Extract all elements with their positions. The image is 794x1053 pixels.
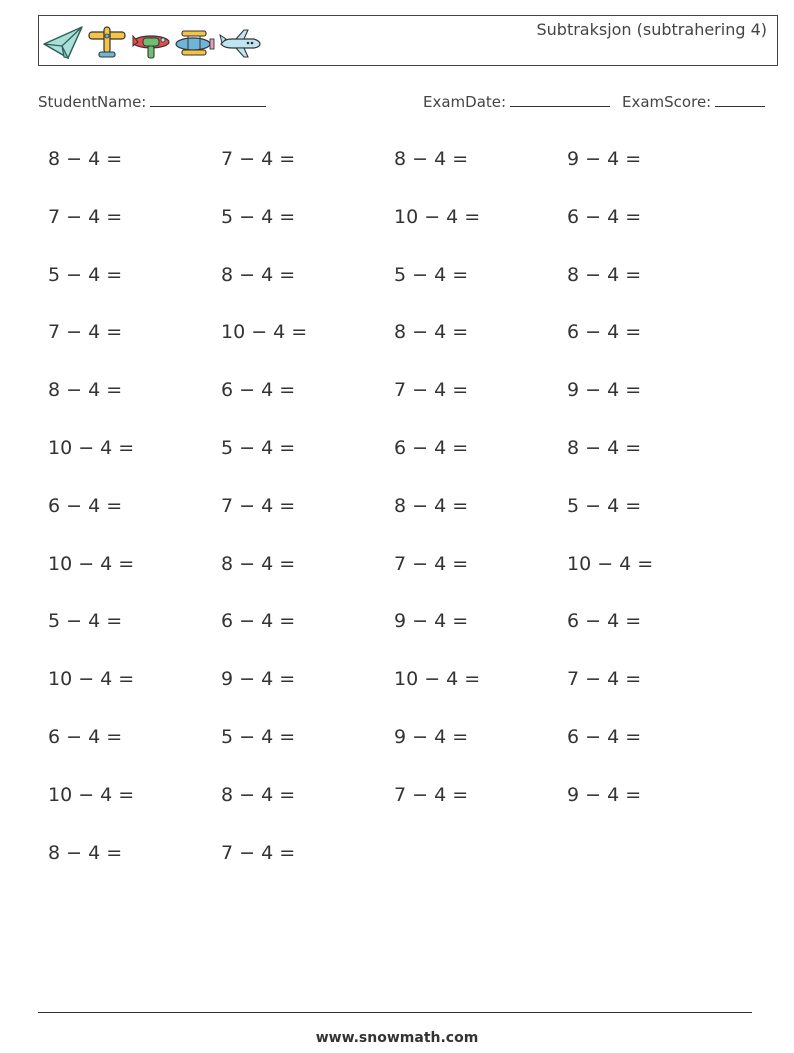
subtraction-problem: 7 − 4 = xyxy=(221,494,296,517)
subtraction-problem: 6 − 4 = xyxy=(221,379,296,402)
airplane-icon-strip xyxy=(42,23,262,63)
student-name-blank[interactable] xyxy=(150,92,266,107)
subtraction-problem: 7 − 4 = xyxy=(394,783,469,806)
subtraction-problem: 9 − 4 = xyxy=(567,148,642,170)
subtraction-problem: 6 − 4 = xyxy=(567,610,642,633)
red-plane-icon xyxy=(130,24,172,62)
subtraction-problem: 6 − 4 = xyxy=(567,205,642,228)
subtraction-problem: 8 − 4 = xyxy=(394,321,469,344)
footer-website: www.snowmath.com xyxy=(315,1030,479,1046)
subtraction-problem: 5 − 4 = xyxy=(394,263,469,286)
problem-row xyxy=(48,437,768,461)
subtraction-problem: 5 − 4 = xyxy=(221,726,296,748)
subtraction-problem: 7 − 4 = xyxy=(394,379,469,402)
student-name-label: StudentName: xyxy=(38,93,147,111)
subtraction-problem: 8 − 4 = xyxy=(48,379,123,402)
subtraction-problem: 10 − 4 = xyxy=(48,668,135,691)
problem-row xyxy=(48,206,768,230)
subtraction-problem: 8 − 4 = xyxy=(394,494,469,517)
header-box xyxy=(38,15,778,66)
exam-date-field[interactable] xyxy=(423,92,610,111)
subtraction-problem: 7 − 4 = xyxy=(221,841,296,864)
subtraction-problem: 8 − 4 = xyxy=(567,263,642,286)
problem-row xyxy=(48,495,768,519)
jet-plane-icon xyxy=(218,24,262,62)
subtraction-problem: 10 − 4 = xyxy=(48,783,135,806)
subtraction-problem: 6 − 4 = xyxy=(48,726,123,748)
subtraction-problem: 6 − 4 = xyxy=(567,321,642,344)
problem-row xyxy=(48,668,768,692)
subtraction-problem: 10 − 4 = xyxy=(394,205,481,228)
problem-row xyxy=(48,842,768,866)
subtraction-problem: 10 − 4 = xyxy=(221,321,308,344)
subtraction-problem: 9 − 4 = xyxy=(567,379,642,402)
footer-divider xyxy=(38,1012,752,1013)
problem-row xyxy=(48,264,768,288)
yellow-plane-icon xyxy=(86,24,128,62)
exam-score-field[interactable] xyxy=(622,92,765,111)
subtraction-problem: 9 − 4 = xyxy=(394,610,469,633)
subtraction-problem: 7 − 4 = xyxy=(48,205,123,228)
subtraction-problem: 5 − 4 = xyxy=(221,437,296,459)
subtraction-problem: 7 − 4 = xyxy=(394,552,469,575)
subtraction-problem: 7 − 4 = xyxy=(567,668,642,691)
student-name-field[interactable] xyxy=(38,92,266,111)
problem-row xyxy=(48,379,768,403)
subtraction-problem: 6 − 4 = xyxy=(221,610,296,633)
biplane-icon xyxy=(174,24,216,62)
subtraction-problem: 7 − 4 = xyxy=(48,321,123,344)
paper-plane-icon xyxy=(42,24,84,62)
subtraction-problem: 10 − 4 = xyxy=(48,552,135,575)
problem-row xyxy=(48,784,768,808)
subtraction-problem: 7 − 4 = xyxy=(221,148,296,170)
subtraction-problem: 10 − 4 = xyxy=(48,437,135,459)
problem-row xyxy=(48,148,768,172)
subtraction-problem: 10 − 4 = xyxy=(567,552,654,575)
subtraction-problem: 9 − 4 = xyxy=(567,783,642,806)
subtraction-problem: 6 − 4 = xyxy=(394,437,469,459)
subtraction-problem: 10 − 4 = xyxy=(394,668,481,691)
worksheet-title: Subtraksjon (subtrahering 4) xyxy=(536,20,767,39)
subtraction-problem: 6 − 4 = xyxy=(567,726,642,748)
subtraction-problem: 5 − 4 = xyxy=(567,494,642,517)
subtraction-problem: 8 − 4 = xyxy=(48,841,123,864)
exam-date-blank[interactable] xyxy=(510,92,610,107)
problem-row xyxy=(48,321,768,345)
subtraction-problem: 5 − 4 = xyxy=(48,263,123,286)
exam-score-label: ExamScore: xyxy=(622,93,712,111)
subtraction-problem: 8 − 4 = xyxy=(221,552,296,575)
subtraction-problem: 8 − 4 = xyxy=(48,148,123,170)
problem-row xyxy=(48,553,768,577)
subtraction-problem: 5 − 4 = xyxy=(48,610,123,633)
subtraction-problem: 8 − 4 = xyxy=(221,263,296,286)
exam-score-blank[interactable] xyxy=(715,92,765,107)
subtraction-problem: 6 − 4 = xyxy=(48,494,123,517)
subtraction-problem: 8 − 4 = xyxy=(394,148,469,170)
problem-row xyxy=(48,610,768,634)
subtraction-problem: 8 − 4 = xyxy=(567,437,642,459)
subtraction-problem: 5 − 4 = xyxy=(221,205,296,228)
subtraction-problem: 8 − 4 = xyxy=(221,783,296,806)
problem-row xyxy=(48,726,768,750)
subtraction-problem: 9 − 4 = xyxy=(394,726,469,748)
subtraction-problem: 9 − 4 = xyxy=(221,668,296,691)
exam-date-label: ExamDate: xyxy=(423,93,507,111)
